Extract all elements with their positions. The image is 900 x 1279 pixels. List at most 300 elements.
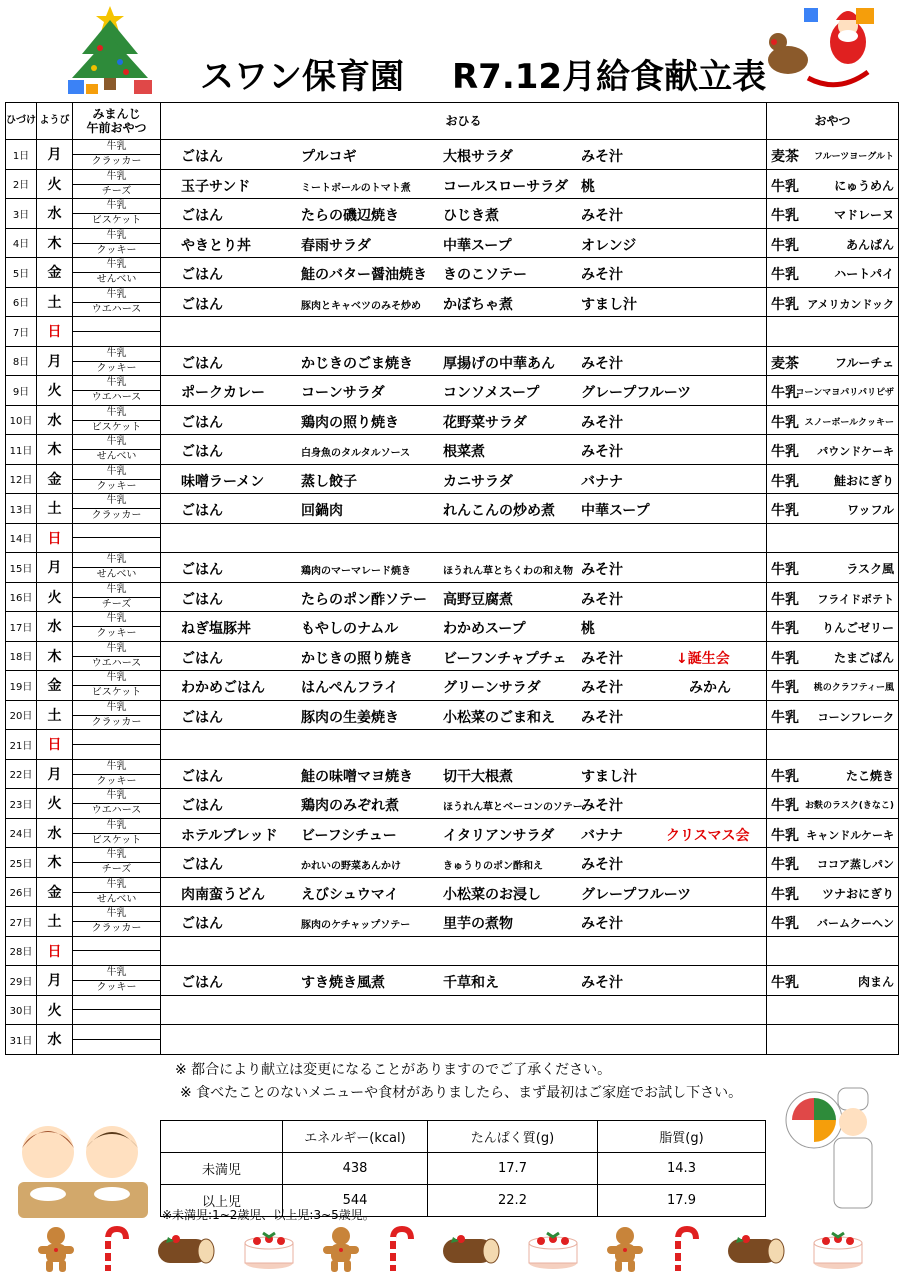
- snack-drink: 牛乳: [771, 473, 799, 490]
- lunch-cell: [161, 730, 767, 760]
- table-row: [6, 641, 899, 671]
- snack-item: にゅうめん: [834, 178, 894, 193]
- lunch-cell: [161, 641, 767, 671]
- day-cell: 1日: [6, 140, 37, 170]
- lunch-item: たらのポン酢ソテー: [301, 591, 427, 608]
- nutrition-header-row: [161, 1121, 766, 1153]
- weekday-cell: 火: [37, 789, 73, 819]
- lunch-item: 中華スープ: [443, 237, 512, 254]
- lunch-cell: [161, 553, 767, 583]
- snack-drink: 牛乳: [771, 591, 799, 608]
- snack-cell: [767, 376, 899, 406]
- day-cell: 2日: [6, 169, 37, 199]
- table-row: [6, 405, 899, 435]
- lunch-cell: [161, 966, 767, 996]
- lunch-item: すき焼き風煮: [301, 975, 385, 992]
- table-row: [6, 936, 899, 966]
- weekday-cell: 火: [37, 376, 73, 406]
- snack-cell: [767, 995, 899, 1025]
- am-snack: ビスケット: [91, 834, 142, 846]
- lunch-item: 味噌ラーメン: [181, 473, 265, 490]
- snack-item: コーンフレーク: [817, 710, 894, 724]
- am-snack-cell: [73, 759, 161, 789]
- lunch-item: ポークカレー: [181, 385, 265, 402]
- am-snack-cell: [73, 435, 161, 465]
- gingerbread-icon: [605, 1226, 645, 1276]
- snack-drink: 牛乳: [771, 916, 799, 933]
- snack-drink: 麦茶: [771, 355, 799, 372]
- table-row: [6, 140, 899, 170]
- lunch-item: カニサラダ: [443, 473, 513, 490]
- day-cell: 6日: [6, 287, 37, 317]
- lunch-item: 桃: [581, 621, 595, 638]
- christmas-cake-icon: [241, 1227, 297, 1275]
- am-snack: [73, 332, 160, 346]
- am-snack-cell: [73, 671, 161, 701]
- weekday-cell: 木: [37, 228, 73, 258]
- header-day: ひづけ: [6, 103, 37, 140]
- snack-cell: [767, 228, 899, 258]
- snack-item: たまごぱん: [833, 650, 894, 665]
- snack-drink: 牛乳: [771, 621, 799, 638]
- am-drink: 牛乳: [73, 819, 160, 834]
- snack-cell: [767, 848, 899, 878]
- snack-item: ツナおにぎり: [821, 886, 894, 901]
- lunch-item: グリーンサラダ: [443, 680, 541, 697]
- lunch-item: みそ汁: [581, 355, 623, 372]
- am-snack-cell: [73, 966, 161, 996]
- snack-cell: [767, 464, 899, 494]
- lunch-item: きのこソテー: [443, 267, 527, 284]
- day-cell: 10日: [6, 405, 37, 435]
- table-row: [6, 553, 899, 583]
- lunch-cell: [161, 848, 767, 878]
- snack-item: パウンドケーキ: [817, 445, 894, 459]
- snack-cell: [767, 877, 899, 907]
- day-cell: 13日: [6, 494, 37, 524]
- table-header: [6, 103, 899, 140]
- am-snack: ウエハース: [91, 805, 142, 817]
- lunch-item: 厚揚げの中華あん: [443, 355, 555, 372]
- lunch-item: 小松菜のお浸し: [443, 886, 541, 903]
- lunch-item: みそ汁: [581, 857, 623, 874]
- am-drink: [73, 524, 160, 539]
- snack-drink: 牛乳: [771, 503, 799, 520]
- lunch-item: みそ汁: [581, 562, 623, 579]
- am-snack: せんべい: [96, 451, 137, 463]
- lunch-item: みそ汁: [581, 208, 623, 225]
- lunch-cell: [161, 877, 767, 907]
- day-cell: 18日: [6, 641, 37, 671]
- table-row: [6, 1025, 899, 1055]
- snack-drink: 牛乳: [771, 296, 799, 313]
- weekday-cell: 土: [37, 700, 73, 730]
- lunch-cell: [161, 494, 767, 524]
- lunch-item: 大根サラダ: [443, 149, 513, 166]
- am-drink: [73, 937, 160, 952]
- snack-drink: 牛乳: [771, 768, 799, 785]
- snack-item: ハートパイ: [834, 267, 894, 282]
- snack-item: フライドポテト: [817, 592, 894, 606]
- yule-log-icon: [439, 1231, 501, 1271]
- candy-cane-icon: [670, 1225, 700, 1277]
- lunch-item: わかめごはん: [181, 680, 265, 697]
- lunch-item: 白身魚のタルタルソース: [301, 448, 411, 460]
- snack-cell: [767, 818, 899, 848]
- table-row: [6, 317, 899, 347]
- am-snack: せんべい: [96, 893, 137, 905]
- am-snack: [73, 1010, 160, 1024]
- am-snack-cell: [73, 848, 161, 878]
- snack-item: ココア蒸しパン: [817, 858, 894, 872]
- christmas-cake-icon: [525, 1227, 581, 1275]
- snack-drink: 牛乳: [771, 709, 799, 726]
- lunch-cell: [161, 317, 767, 347]
- am-drink: 牛乳: [73, 701, 160, 716]
- am-drink: [73, 730, 160, 745]
- snack-cell: [767, 346, 899, 376]
- lunch-item: ごはん: [181, 149, 223, 166]
- lunch-item: すまし汁: [581, 296, 637, 313]
- lunch-item: コーンサラダ: [301, 385, 385, 402]
- snack-drink: 牛乳: [771, 208, 799, 225]
- snack-item: マドレーヌ: [833, 208, 894, 223]
- snack-cell: [767, 759, 899, 789]
- christmas-cake-icon: [810, 1227, 866, 1275]
- snack-item: 肉まん: [857, 975, 894, 990]
- weekday-cell: 水: [37, 405, 73, 435]
- snack-item: 鮭おにぎり: [833, 473, 894, 488]
- nutrition-fat: 17.9: [598, 1185, 766, 1217]
- lunch-item: 桃: [581, 178, 595, 195]
- table-row: [6, 582, 899, 612]
- header-lunch: おひる: [161, 103, 767, 140]
- table-row: [6, 376, 899, 406]
- snack-drink: 牛乳: [771, 798, 799, 815]
- snack-drink: 牛乳: [771, 827, 799, 844]
- day-cell: 14日: [6, 523, 37, 553]
- weekday-cell: 木: [37, 435, 73, 465]
- weekday-cell: 金: [37, 258, 73, 288]
- am-drink: 牛乳: [73, 789, 160, 804]
- day-cell: 26日: [6, 877, 37, 907]
- weekday-cell: 土: [37, 907, 73, 937]
- am-snack-cell: [73, 612, 161, 642]
- am-snack-cell: [73, 346, 161, 376]
- lunch-cell: [161, 936, 767, 966]
- header-am-snack: [73, 103, 161, 140]
- am-snack-cell: [73, 1025, 161, 1055]
- lunch-item: 中華スープ: [581, 503, 650, 520]
- snack-cell: [767, 966, 899, 996]
- am-snack: ビスケット: [91, 421, 142, 433]
- lunch-cell: [161, 376, 767, 406]
- lunch-item: たらの磯辺焼き: [301, 208, 399, 225]
- weekday-cell: 月: [37, 966, 73, 996]
- children-eating-icon: [8, 1112, 158, 1224]
- nutrition-header-fat: 脂質(g): [598, 1121, 766, 1153]
- lunch-cell: [161, 464, 767, 494]
- day-cell: 31日: [6, 1025, 37, 1055]
- day-cell: 8日: [6, 346, 37, 376]
- am-snack-cell: [73, 995, 161, 1025]
- note-2: ※ 食べたことのないメニューや食材がありましたら、まず最初はご家庭でお試し下さい。: [180, 1085, 743, 1101]
- snack-drink: 牛乳: [771, 414, 799, 431]
- table-row: [6, 523, 899, 553]
- am-snack: [73, 951, 160, 965]
- snack-cell: [767, 405, 899, 435]
- snack-drink: 牛乳: [771, 178, 799, 195]
- snack-item: バームクーヘン: [817, 917, 894, 931]
- day-cell: 28日: [6, 936, 37, 966]
- lunch-item: 里芋の煮物: [443, 916, 513, 933]
- am-snack: [73, 538, 160, 552]
- snack-item: たこ焼き: [845, 768, 894, 783]
- lunch-cell: [161, 700, 767, 730]
- snack-cell: [767, 435, 899, 465]
- lunch-item: みかん: [689, 680, 731, 697]
- table-row: [6, 877, 899, 907]
- lunch-cell: [161, 789, 767, 819]
- day-cell: 27日: [6, 907, 37, 937]
- lunch-cell: [161, 258, 767, 288]
- lunch-item: はんぺんフライ: [301, 680, 399, 697]
- table-row: [6, 966, 899, 996]
- am-snack-cell: [73, 877, 161, 907]
- lunch-cell: [161, 346, 767, 376]
- lunch-cell: [161, 435, 767, 465]
- table-row: [6, 346, 899, 376]
- am-drink: 牛乳: [73, 199, 160, 214]
- am-snack-cell: [73, 789, 161, 819]
- weekday-cell: 水: [37, 199, 73, 229]
- snack-item: お麩のラスク(きなこ): [805, 801, 894, 812]
- snack-cell: [767, 523, 899, 553]
- day-cell: 21日: [6, 730, 37, 760]
- am-snack-cell: [73, 405, 161, 435]
- table-row: [6, 789, 899, 819]
- christmas-tree-icon: [60, 2, 160, 100]
- snack-item: フルーチェ: [834, 355, 894, 370]
- snack-item: アメリカンドック: [807, 297, 894, 311]
- weekday-cell: 月: [37, 759, 73, 789]
- am-snack: クッキー: [96, 244, 137, 256]
- am-snack-cell: [73, 287, 161, 317]
- weekday-cell: 日: [37, 936, 73, 966]
- snack-item: 桃のクラフティー風: [813, 683, 894, 694]
- am-drink: 牛乳: [73, 465, 160, 480]
- header-am-line2: 午前おやつ: [86, 121, 147, 135]
- lunch-item: みそ汁: [581, 414, 623, 431]
- am-drink: 牛乳: [73, 406, 160, 421]
- am-snack-cell: [73, 553, 161, 583]
- lunch-item: みそ汁: [581, 267, 623, 284]
- am-snack: ビスケット: [91, 687, 142, 699]
- yule-log-icon: [154, 1231, 216, 1271]
- lunch-item: ビーフシチュー: [301, 827, 397, 844]
- lunch-item: 豚肉とキャベツのみそ炒め: [301, 300, 421, 312]
- nutrition-label: 未満児: [161, 1153, 283, 1185]
- am-drink: 牛乳: [73, 170, 160, 185]
- am-drink: 牛乳: [73, 848, 160, 863]
- lunch-item: 千草和え: [443, 975, 499, 992]
- day-cell: 4日: [6, 228, 37, 258]
- lunch-item: ミートボールのトマト煮: [301, 182, 411, 194]
- nutrition-header-protein: たんぱく質(g): [428, 1121, 598, 1153]
- snack-drink: 牛乳: [771, 444, 799, 461]
- lunch-item: コンソメスープ: [443, 385, 540, 402]
- menu-table: [5, 102, 899, 1055]
- snack-item: ラスク風: [846, 562, 894, 577]
- lunch-item: オレンジ: [581, 237, 637, 254]
- lunch-item: ごはん: [181, 208, 223, 225]
- lunch-cell: [161, 199, 767, 229]
- weekday-cell: 日: [37, 317, 73, 347]
- lunch-item: ホテルブレッド: [181, 827, 278, 844]
- lunch-item: 回鍋肉: [301, 503, 343, 520]
- weekday-cell: 水: [37, 818, 73, 848]
- am-snack: [73, 1040, 160, 1054]
- lunch-item: 小松菜のごま和え: [443, 709, 555, 726]
- snack-cell: [767, 641, 899, 671]
- weekday-cell: 金: [37, 671, 73, 701]
- day-cell: 5日: [6, 258, 37, 288]
- lunch-cell: [161, 287, 767, 317]
- am-drink: 牛乳: [73, 347, 160, 362]
- day-cell: 29日: [6, 966, 37, 996]
- table-row: [6, 730, 899, 760]
- decoration-border: [36, 1226, 866, 1276]
- snack-item: りんごゼリー: [821, 621, 894, 636]
- lunch-item: やきとり丼: [181, 237, 251, 254]
- lunch-cell: [161, 140, 767, 170]
- day-cell: 30日: [6, 995, 37, 1025]
- lunch-item: クリスマス会: [666, 827, 750, 844]
- lunch-item: 豚肉のケチャップソテー: [301, 920, 411, 932]
- lunch-item: 根菜煮: [443, 444, 485, 461]
- am-snack-cell: [73, 494, 161, 524]
- am-snack: クッキー: [96, 362, 137, 374]
- lunch-item: みそ汁: [581, 650, 623, 667]
- am-snack-cell: [73, 258, 161, 288]
- day-cell: 22日: [6, 759, 37, 789]
- am-snack: せんべい: [96, 274, 137, 286]
- day-cell: 19日: [6, 671, 37, 701]
- snack-drink: 牛乳: [771, 857, 799, 874]
- am-drink: 牛乳: [73, 760, 160, 775]
- lunch-item: コールスローサラダ: [443, 178, 569, 195]
- lunch-item: ごはん: [181, 709, 223, 726]
- lunch-item: ごはん: [181, 355, 223, 372]
- lunch-cell: [161, 405, 767, 435]
- snack-drink: 牛乳: [771, 385, 799, 402]
- am-snack-cell: [73, 199, 161, 229]
- lunch-item: みそ汁: [581, 149, 623, 166]
- lunch-item: えびシュウマイ: [301, 886, 399, 903]
- lunch-item: きゅうりのポン酢和え: [443, 861, 543, 873]
- am-snack: クラッカー: [91, 510, 142, 522]
- lunch-cell: [161, 907, 767, 937]
- day-cell: 12日: [6, 464, 37, 494]
- weekday-cell: 月: [37, 346, 73, 376]
- lunch-cell: [161, 995, 767, 1025]
- lunch-cell: [161, 169, 767, 199]
- am-snack-cell: [73, 523, 161, 553]
- snack-drink: 牛乳: [771, 975, 799, 992]
- school-name: スワン保育園: [200, 57, 404, 97]
- lunch-item: イタリアンサラダ: [443, 827, 555, 844]
- am-snack: ウエハース: [91, 392, 142, 404]
- lunch-item: プルコギ: [301, 149, 357, 166]
- snack-drink: 牛乳: [771, 267, 799, 284]
- nutrition-energy: 544: [283, 1185, 428, 1217]
- weekday-cell: 水: [37, 1025, 73, 1055]
- lunch-item: グレープフルーツ: [581, 886, 692, 903]
- snack-cell: [767, 936, 899, 966]
- day-cell: 3日: [6, 199, 37, 229]
- am-drink: 牛乳: [73, 553, 160, 568]
- lunch-item: れんこんの炒め煮: [443, 503, 555, 520]
- am-snack-cell: [73, 140, 161, 170]
- day-cell: 11日: [6, 435, 37, 465]
- am-snack: ウエハース: [91, 303, 142, 315]
- am-snack: クラッカー: [91, 923, 142, 935]
- snack-cell: [767, 494, 899, 524]
- lunch-cell: [161, 612, 767, 642]
- am-drink: [73, 996, 160, 1011]
- lunch-item: ごはん: [181, 296, 223, 313]
- santa-sleigh-icon: [758, 2, 882, 98]
- lunch-cell: [161, 818, 767, 848]
- lunch-item: みそ汁: [581, 680, 623, 697]
- age-footnote: ※未満児:1~2歳児、以上児:3~5歳児。: [162, 1208, 375, 1222]
- note-1: ※ 都合により献立は変更になることがありますのでご了承ください。: [175, 1062, 612, 1078]
- day-cell: 24日: [6, 818, 37, 848]
- snack-cell: [767, 169, 899, 199]
- lunch-item: ひじき煮: [443, 208, 499, 225]
- weekday-cell: 水: [37, 612, 73, 642]
- table-row: [6, 199, 899, 229]
- header-am-line1: みまんじ: [92, 107, 141, 121]
- day-cell: 7日: [6, 317, 37, 347]
- am-drink: 牛乳: [73, 229, 160, 244]
- am-drink: 牛乳: [73, 140, 160, 155]
- weekday-cell: 火: [37, 169, 73, 199]
- am-snack-cell: [73, 169, 161, 199]
- am-drink: [73, 1025, 160, 1040]
- am-snack-cell: [73, 818, 161, 848]
- snack-cell: [767, 789, 899, 819]
- table-row: [6, 612, 899, 642]
- snack-item: あんぱん: [845, 237, 894, 252]
- lunch-item: 鮭のバター醤油焼き: [301, 267, 427, 284]
- snack-drink: 牛乳: [771, 680, 799, 697]
- nutrition-protein: 17.7: [428, 1153, 598, 1185]
- lunch-item: すまし汁: [581, 768, 637, 785]
- am-snack-cell: [73, 582, 161, 612]
- am-drink: 牛乳: [73, 612, 160, 627]
- am-snack-cell: [73, 317, 161, 347]
- lunch-cell: [161, 523, 767, 553]
- table-row: [6, 494, 899, 524]
- table-row: [6, 907, 899, 937]
- am-drink: 牛乳: [73, 671, 160, 686]
- lunch-item: 豚肉の生姜焼き: [301, 709, 399, 726]
- snack-cell: [767, 140, 899, 170]
- nutrition-row-toddler: [161, 1153, 766, 1185]
- lunch-item: 切干大根煮: [443, 768, 513, 785]
- lunch-item: ごはん: [181, 267, 223, 284]
